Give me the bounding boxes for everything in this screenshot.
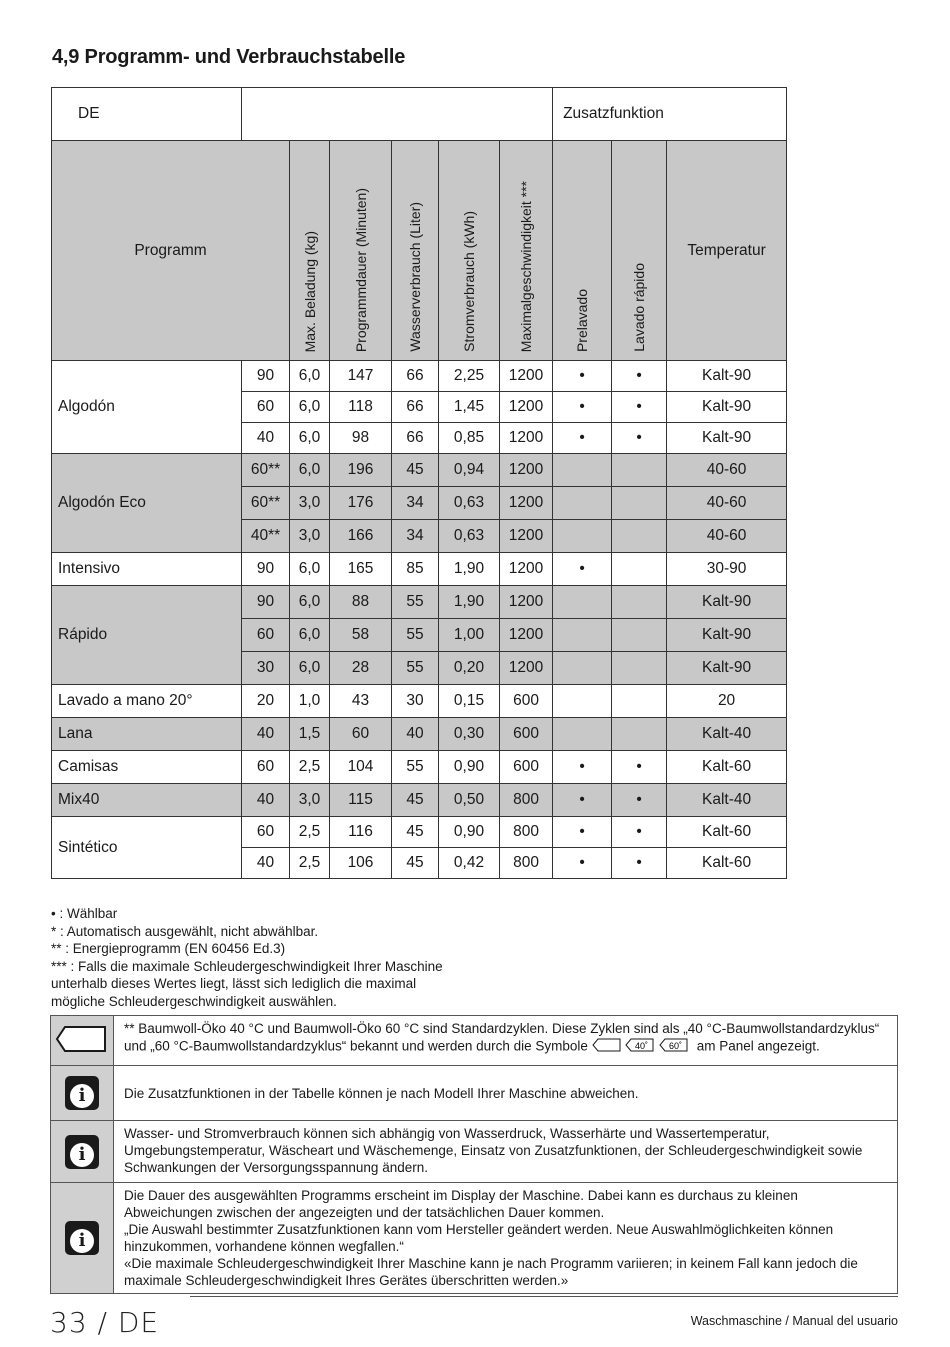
table-cell: •	[612, 392, 667, 423]
table-cell: •	[553, 361, 612, 392]
table-cell: 90	[242, 586, 290, 619]
table-cell: 30	[242, 652, 290, 685]
table-cell: 43	[330, 685, 392, 718]
table-cell: 40-60	[667, 454, 787, 487]
table-cell: 1200	[500, 423, 553, 454]
table-cell: •	[553, 423, 612, 454]
table-cell: 1200	[500, 392, 553, 423]
table-cell: 60**	[242, 454, 290, 487]
program-name: Camisas	[52, 751, 242, 784]
table-cell	[612, 553, 667, 586]
table-cell: 40	[242, 718, 290, 751]
page-title: 4,9 Programm- und Verbrauchstabelle	[52, 46, 406, 68]
table-cell: 0,90	[439, 751, 500, 784]
table-cell: 1200	[500, 487, 553, 520]
table-cell: 40-60	[667, 487, 787, 520]
table-cell: 1200	[500, 619, 553, 652]
table-cell: 0,42	[439, 848, 500, 879]
program-name: Sintético	[52, 817, 242, 879]
table-cell: 1,90	[439, 553, 500, 586]
table-cell: 6,0	[290, 454, 330, 487]
info-hersteller: „Die Auswahl bestimmter Zusatzfunktionen kann vom Hersteller geändert werden. Neue Auswahlmöglichkeiten können hinzukommen, vorhandene können wegfallen.“	[124, 1222, 834, 1254]
table-cell: 3,0	[290, 487, 330, 520]
table-cell: Kalt-90	[667, 619, 787, 652]
table-cell: 2,5	[290, 848, 330, 879]
header-strom: Stromverbrauch (kWh)	[461, 211, 477, 352]
table-row	[52, 586, 787, 619]
table-cell: 165	[330, 553, 392, 586]
program-name: Lavado a mano 20°	[52, 685, 242, 718]
table-cell: 0,94	[439, 454, 500, 487]
table-cell: 0,50	[439, 784, 500, 817]
table-cell: 6,0	[290, 619, 330, 652]
header-programm: Programm	[52, 141, 290, 361]
header-schleuder: Maximalgeschwindigkeit ***	[518, 180, 535, 352]
eco-note-line2: und „60 °C-Baumwollstandardzyklus“ bekannt und werden durch die Symbole	[124, 1038, 588, 1054]
table-cell: 60	[330, 718, 392, 751]
eco-tag-icon	[51, 1016, 114, 1066]
table-cell: •	[612, 848, 667, 879]
svg-text:40˚: 40˚	[635, 1041, 649, 1051]
eco-symbol-icon	[592, 1037, 622, 1057]
table-cell: 60	[242, 392, 290, 423]
table-cell: 34	[392, 487, 439, 520]
program-name: Lana	[52, 718, 242, 751]
svg-text:60˚: 60˚	[669, 1041, 683, 1051]
info-dauer: Die Dauer des ausgewählten Programms erscheint im Display der Maschine. Dabei kann es durchaus zu kleinen Abweichungen zwischen der angezeigten und der tatsächlichen Dauer kommen.	[124, 1188, 798, 1220]
footer-divider	[190, 1296, 898, 1297]
program-name: Rápido	[52, 586, 242, 685]
table-cell: 60**	[242, 487, 290, 520]
table-cell: 30	[392, 685, 439, 718]
table-cell: Kalt-60	[667, 817, 787, 848]
table-cell: •	[553, 848, 612, 879]
table-cell: Kalt-40	[667, 718, 787, 751]
table-cell: Kalt-60	[667, 751, 787, 784]
page-number: 33 / DE	[50, 1306, 160, 1339]
table-cell: 40	[392, 718, 439, 751]
table-cell: 0,15	[439, 685, 500, 718]
table-cell: 45	[392, 817, 439, 848]
table-cell: 0,30	[439, 718, 500, 751]
table-cell	[553, 685, 612, 718]
legend-notes	[51, 905, 443, 1010]
table-cell: •	[553, 553, 612, 586]
table-cell	[612, 454, 667, 487]
table-cell: 0,63	[439, 520, 500, 553]
table-cell: •	[612, 751, 667, 784]
info-schleuder: «Die maximale Schleudergeschwindigkeit Ihrer Maschine kann je nach Programm variieren; in keinem Fall kann jedoch die maximale Schleudergeschwindigkeit Ihres Gerätes überschritten werden.»	[124, 1256, 858, 1288]
table-cell	[612, 685, 667, 718]
table-cell: 196	[330, 454, 392, 487]
table-cell	[553, 586, 612, 619]
table-cell: Kalt-40	[667, 784, 787, 817]
table-cell	[612, 520, 667, 553]
table-cell: 1200	[500, 586, 553, 619]
note-line: mögliche Schleudergeschwindigkeit auswählen.	[51, 993, 337, 1009]
table-cell: 104	[330, 751, 392, 784]
header-lavado-rapido: Lavado rápido	[631, 263, 648, 352]
table-cell: 98	[330, 423, 392, 454]
table-cell: 600	[500, 685, 553, 718]
table-cell: 45	[392, 784, 439, 817]
table-cell	[553, 718, 612, 751]
info-zusatz: Die Zusatzfunktionen in der Tabelle können je nach Modell Ihrer Maschine abweichen.	[114, 1066, 898, 1121]
table-cell: 85	[392, 553, 439, 586]
table-cell: 58	[330, 619, 392, 652]
table-cell: 1200	[500, 520, 553, 553]
table-cell: 55	[392, 586, 439, 619]
table-cell: 34	[392, 520, 439, 553]
table-cell: 176	[330, 487, 392, 520]
table-cell: Kalt-90	[667, 361, 787, 392]
table-cell: 0,20	[439, 652, 500, 685]
info-verbrauch: Wasser- und Stromverbrauch können sich abhängig von Wasserdruck, Wasserhärte und Wassertemperatur, Umgebungstemperatur, Wäscheart und Wäschemenge, Einsatz von Zusatzfunktionen, der Schleudergeschwindigkeit sowie Schwankungen der Versorgungsspannung ändern.	[114, 1121, 898, 1183]
table-cell: 1,90	[439, 586, 500, 619]
table-cell: 800	[500, 817, 553, 848]
info-icon: i	[65, 1221, 99, 1255]
table-cell: Kalt-60	[667, 848, 787, 879]
table-cell: •	[612, 817, 667, 848]
table-cell: 20	[667, 685, 787, 718]
note-line: *** : Falls die maximale Schleudergeschwindigkeit Ihrer Maschine	[51, 958, 443, 974]
table-cell: 2,5	[290, 817, 330, 848]
table-cell	[612, 652, 667, 685]
note-line: * : Automatisch ausgewählt, nicht abwählbar.	[51, 923, 319, 939]
table-cell: 1,45	[439, 392, 500, 423]
table-cell: 66	[392, 423, 439, 454]
table-cell: •	[553, 784, 612, 817]
table-row	[52, 454, 787, 487]
table-cell: 6,0	[290, 553, 330, 586]
table-cell: 600	[500, 751, 553, 784]
header-prelavado: Prelavado	[574, 288, 591, 352]
table-cell: •	[553, 751, 612, 784]
table-cell: Kalt-90	[667, 586, 787, 619]
table-cell: 45	[392, 848, 439, 879]
table-cell: 66	[392, 392, 439, 423]
program-name: Intensivo	[52, 553, 242, 586]
table-cell: 1,5	[290, 718, 330, 751]
table-row	[52, 361, 787, 392]
table-cell: 66	[392, 361, 439, 392]
table-cell: 1,00	[439, 619, 500, 652]
table-cell: •	[612, 784, 667, 817]
table-cell: 118	[330, 392, 392, 423]
table-cell: 40	[242, 784, 290, 817]
table-cell: 1200	[500, 652, 553, 685]
document-title: Waschmaschine / Manual del usuario	[690, 1314, 898, 1328]
table-cell: 40	[242, 423, 290, 454]
table-cell: 40	[242, 848, 290, 879]
table-cell: 800	[500, 784, 553, 817]
table-row	[52, 553, 787, 586]
header-wasser: Wasserverbrauch (Liter)	[407, 202, 423, 352]
table-cell: •	[612, 423, 667, 454]
region-label: DE	[52, 88, 242, 141]
table-cell: 20	[242, 685, 290, 718]
table-cell: 55	[392, 619, 439, 652]
table-row	[52, 685, 787, 718]
table-cell: 60	[242, 619, 290, 652]
table-cell: Kalt-90	[667, 392, 787, 423]
info-icon: i	[65, 1135, 99, 1169]
table-cell: •	[612, 361, 667, 392]
table-cell: 40-60	[667, 520, 787, 553]
table-cell: 115	[330, 784, 392, 817]
eco-note-end: am Panel angezeigt.	[696, 1038, 820, 1054]
zusatz-header: Zusatzfunktion	[553, 88, 787, 141]
table-cell	[553, 619, 612, 652]
table-cell: 0,63	[439, 487, 500, 520]
table-cell	[553, 454, 612, 487]
program-name: Algodón Eco	[52, 454, 242, 553]
table-cell	[553, 520, 612, 553]
table-cell: 2,5	[290, 751, 330, 784]
table-cell: •	[553, 817, 612, 848]
table-cell: 1200	[500, 454, 553, 487]
table-cell: •	[553, 392, 612, 423]
info-boxes	[50, 1015, 898, 1294]
table-cell: 40**	[242, 520, 290, 553]
header-dauer: Programmdauer (Minuten)	[352, 187, 369, 352]
table-cell: Kalt-90	[667, 652, 787, 685]
table-cell: 1200	[500, 553, 553, 586]
note-line: unterhalb dieses Wertes liegt, lässt sich lediglich die maximal	[51, 976, 417, 991]
table-cell	[612, 718, 667, 751]
eco-note-line1: ** Baumwoll-Öko 40 °C und Baumwoll-Öko 60 °C sind Standardzyklen. Diese Zyklen sind als „40 °C-Baumwollstandardzyklus“	[124, 1021, 880, 1036]
eco-60-symbol-icon	[659, 1037, 689, 1057]
table-cell: 90	[242, 361, 290, 392]
table-cell: 116	[330, 817, 392, 848]
table-cell: 0,85	[439, 423, 500, 454]
table-cell: 147	[330, 361, 392, 392]
table-cell: 60	[242, 817, 290, 848]
table-cell: 166	[330, 520, 392, 553]
table-cell: 106	[330, 848, 392, 879]
table-cell: 90	[242, 553, 290, 586]
table-cell: 6,0	[290, 652, 330, 685]
table-cell: 28	[330, 652, 392, 685]
table-row	[52, 751, 787, 784]
table-cell: 1,0	[290, 685, 330, 718]
eco-40-symbol-icon	[625, 1037, 655, 1057]
table-cell	[612, 487, 667, 520]
table-cell: 2,25	[439, 361, 500, 392]
table-cell: 0,90	[439, 817, 500, 848]
table-row	[52, 784, 787, 817]
table-cell: 800	[500, 848, 553, 879]
table-cell: 6,0	[290, 586, 330, 619]
table-cell: 6,0	[290, 361, 330, 392]
table-cell	[612, 586, 667, 619]
program-name: Algodón	[52, 361, 242, 454]
table-cell: 600	[500, 718, 553, 751]
header-beladung: Max. Beladung (kg)	[301, 230, 318, 352]
table-cell: 3,0	[290, 520, 330, 553]
table-cell: 60	[242, 751, 290, 784]
table-cell: 55	[392, 652, 439, 685]
table-cell: 88	[330, 586, 392, 619]
note-line: • : Wählbar	[51, 906, 118, 921]
table-cell: 1200	[500, 361, 553, 392]
program-name: Mix40	[52, 784, 242, 817]
info-icon: i	[65, 1076, 99, 1110]
table-cell: 45	[392, 454, 439, 487]
program-table	[51, 87, 787, 879]
header-temperatur: Temperatur	[667, 141, 787, 361]
table-cell: 6,0	[290, 423, 330, 454]
table-cell: 55	[392, 751, 439, 784]
table-row	[52, 718, 787, 751]
table-cell: 3,0	[290, 784, 330, 817]
note-line: ** : Energieprogramm (EN 60456 Ed.3)	[51, 941, 286, 956]
table-row	[52, 817, 787, 848]
table-cell: 30-90	[667, 553, 787, 586]
table-cell	[553, 652, 612, 685]
table-cell	[553, 487, 612, 520]
table-cell	[612, 619, 667, 652]
table-cell: Kalt-90	[667, 423, 787, 454]
table-cell: 6,0	[290, 392, 330, 423]
